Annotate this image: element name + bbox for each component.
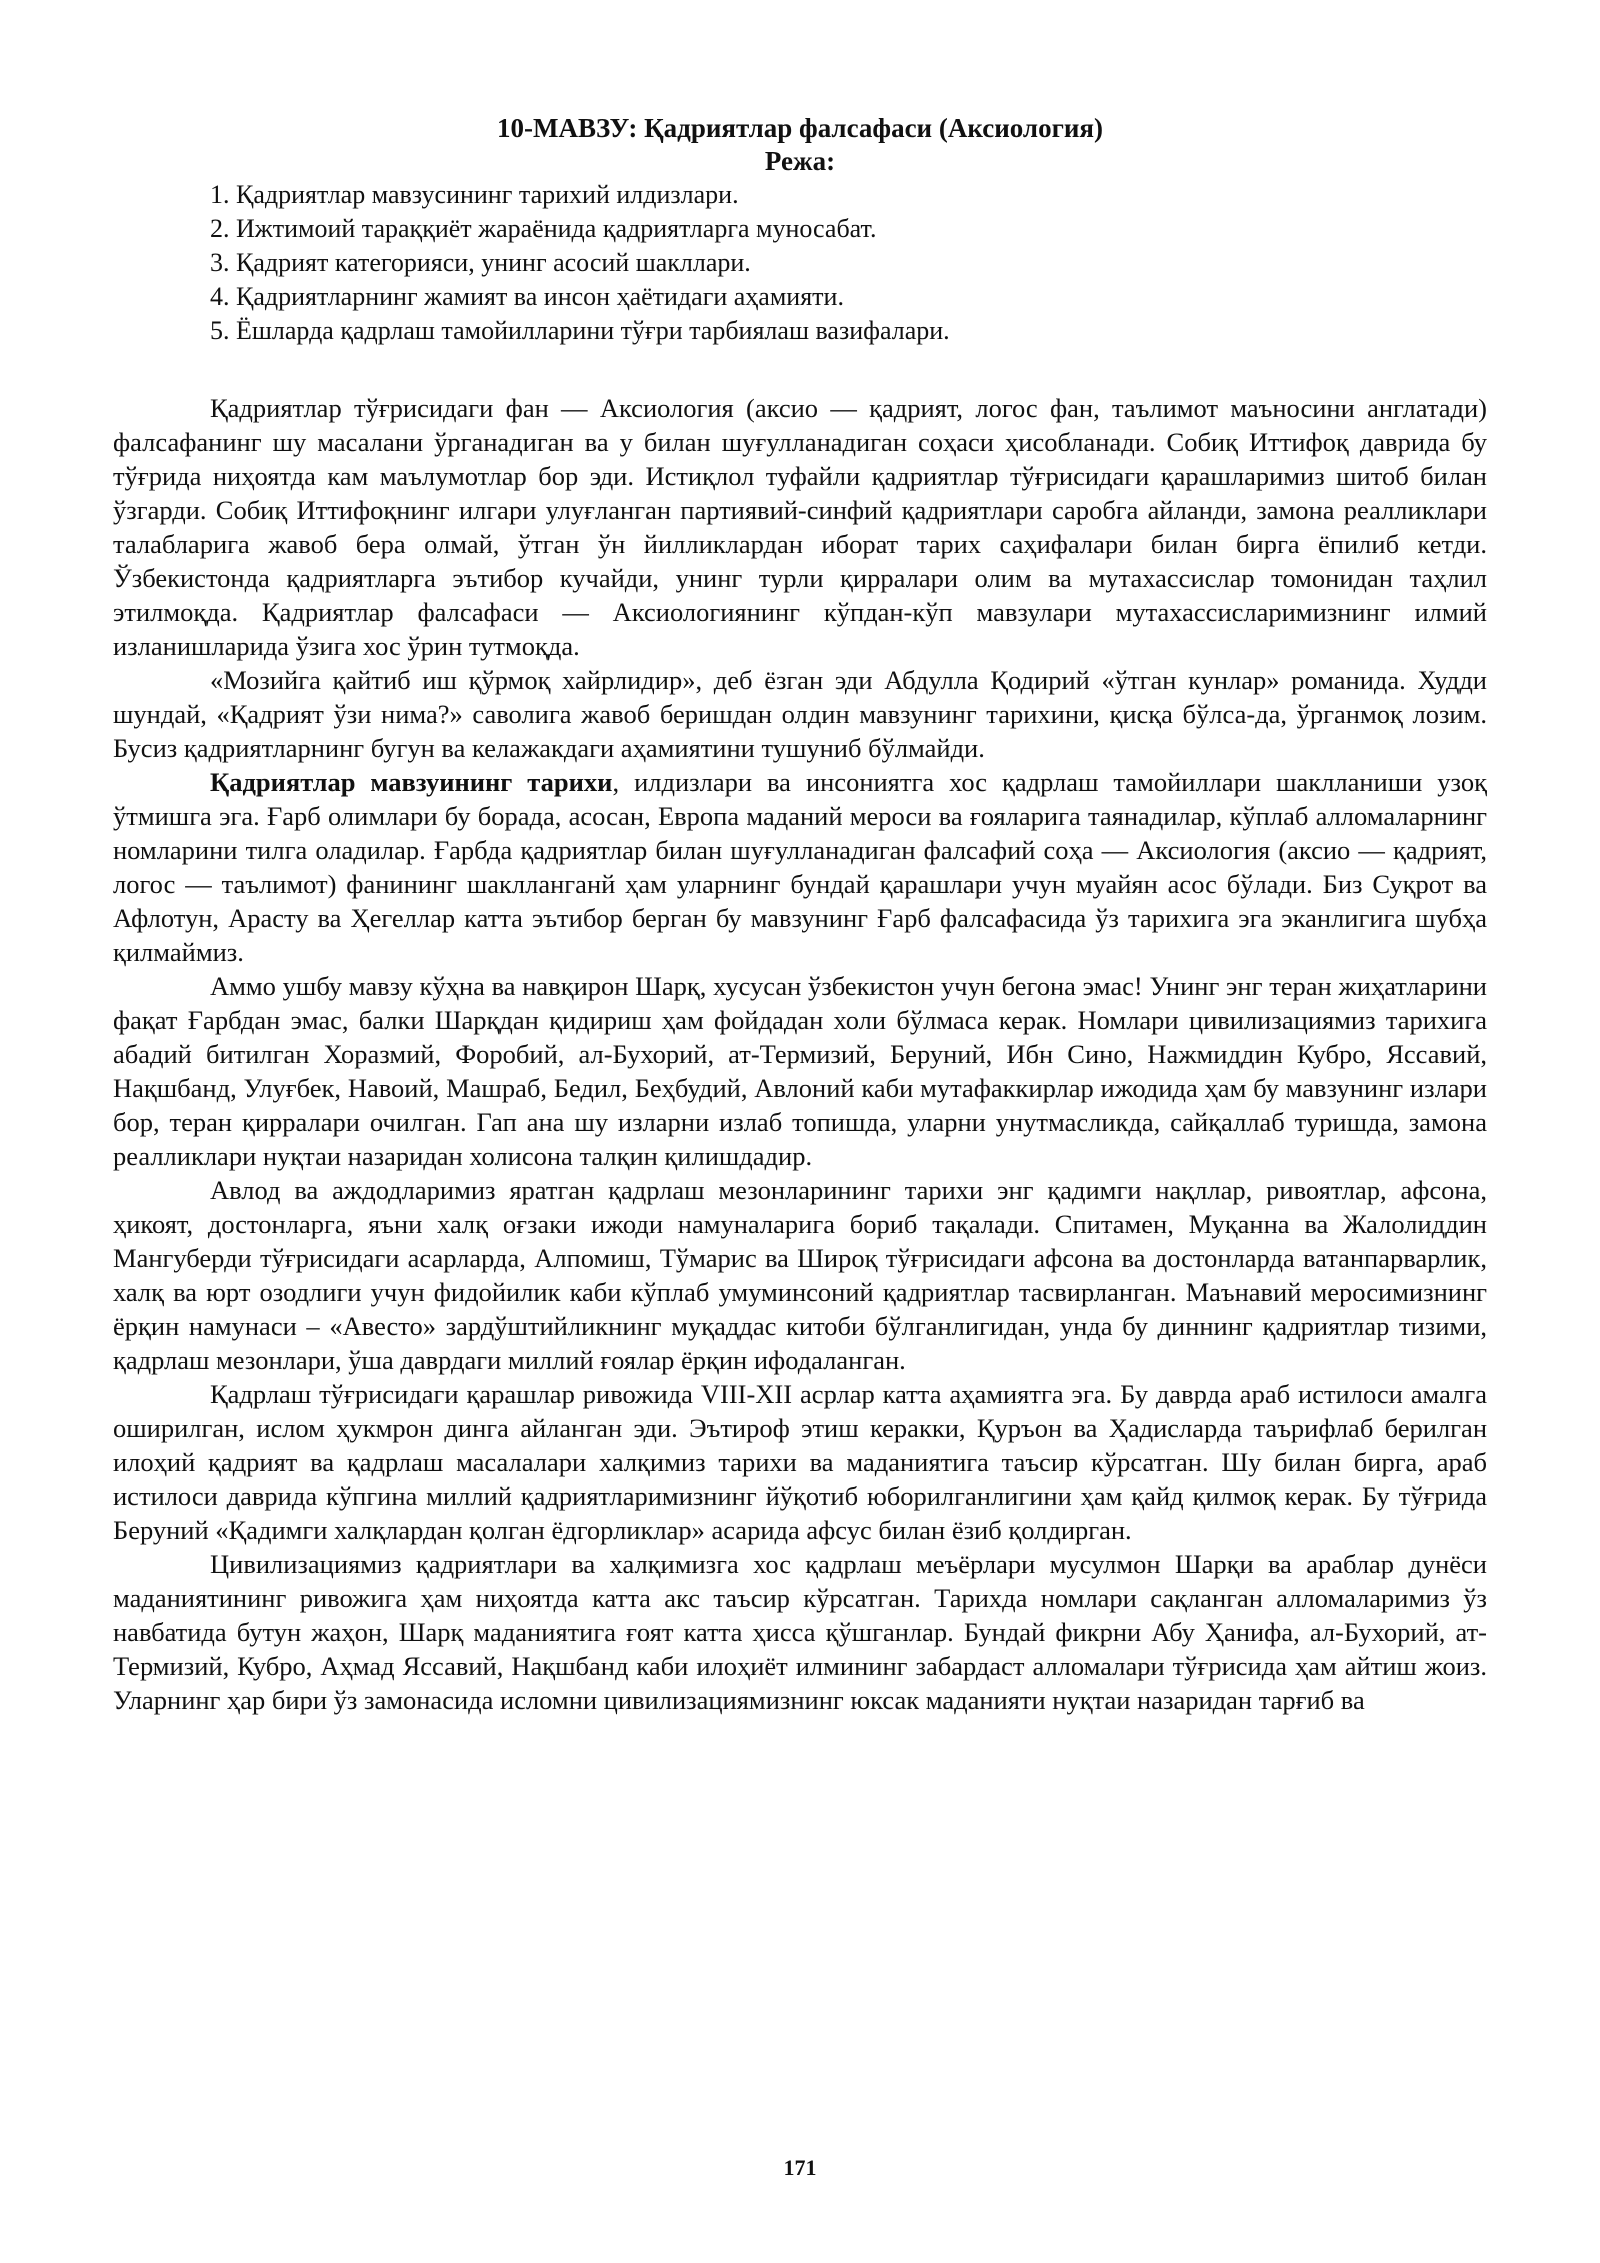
paragraph-text: Цивилизациямиз қадриятлари ва халқимизга хос қадрлаш меъёрлари мусулмон Шарқи ва араблар дунёси маданиятининг ривожига ҳам ниҳоятда катта акс таъсир кўрсатган. Тарихда номлари сақланган алломаларимиз ўз навбатида бутун жаҳон, Шарқ маданиятига ғоят катта ҳисса қўшганлар. Бундай фикрни Абу Ҳанифа, ал-Бухорий, ат-Термизий, Кубро, Аҳмад Яссавий, Нақшбанд каби илоҳиёт илмининг забардаст алломалари тўғрисида ҳам айтиш жоиз. Уларнинг ҳар бири ўз замонасида исломни цивилизациямизнинг юксак маданияти нуқтаи назаридан тарғиб ва	[113, 1549, 1487, 1715]
paragraph	[113, 765, 1487, 969]
plan-item: 1. Қадриятлар мавзусининг тарихий илдизлари.	[210, 180, 739, 209]
page-title: 10-МАВЗУ: Қадриятлар фалсафаси (Аксиология)	[497, 113, 1103, 143]
plan-item: 5. Ёшларда қадрлаш тамойилларини тўғри тарбиялаш вазифалари.	[210, 316, 950, 345]
paragraph-text: «Мозийга қайтиб иш қўрмоқ хайрлидир», деб ёзган эди Абдулла Қодирий «ўтган кунлар» романида. Худди шундай, «Қадрият ўзи нима?» саволига жавоб беришдан олдин мавзунинг тарихини, қисқа бўлса-да, ўрганмоқ лозим. Бусиз қадриятларнинг бугун ва келажакдаги аҳамиятини тушуниб бўлмайди.	[113, 665, 1487, 763]
plan-item: 4. Қадриятларнинг жамият ва инсон ҳаётидаги аҳамияти.	[210, 282, 844, 311]
paragraph	[113, 663, 1487, 765]
body-text	[113, 391, 1487, 1717]
paragraph	[113, 1547, 1487, 1717]
plan-item: 3. Қадрият категорияси, унинг асосий шакллари.	[210, 248, 751, 277]
paragraph	[113, 1173, 1487, 1377]
paragraph-lead: Қадриятлар мавзуининг тарихи	[210, 767, 613, 797]
plan-heading: Режа:	[764, 146, 836, 176]
paragraph-text: Авлод ва аждодларимиз яратган қадрлаш мезонларининг тарихи энг қадимги нақллар, ривоятлар, афсона, ҳикоят, достонларга, яъни халқ оғзаки ижоди намуналарига бориб тақалади. Спитамен, Муқанна ва Жалолиддин Мангуберди тўғрисидаги асарларда, Алпомиш, Тўмарис ва Широқ тўғрисидаги афсона ва достонларда ватанпарварлик, халқ ва юрт озодлиги учун фидойилик каби кўплаб умуминсоний қадриятлар тасвирланган. Маънавий меросимизнинг ёрқин намунаси – «Авесто» зардўштийликнинг муқаддас китоби бўлганлигидан, унда бу диннинг қадриятлар тизими, қадрлаш мезонлари, ўша даврдаги миллий ғоялар ёрқин ифодаланган.	[113, 1175, 1487, 1375]
plan-list	[113, 178, 1487, 348]
paragraph-text: , илдизлари ва инсониятга хос қадрлаш тамойиллари шаклланиши узоқ ўтмишга эга. Ғарб олимлари бу борада, асосан, Европа маданий мероси ва ғояларига таянадилар, кўплаб алломаларнинг номларини тилга оладилар. Ғарбда қадриятлар билан шуғулланадиган фалсафий соҳа — Аксиология (аксио — қадрият, логос — таълимот) фанининг шаклланганй ҳам уларнинг бундай қарашлари учун муайян асос бўлади. Биз Суқрот ва Афлотун, Арасту ва Ҳегеллар катта эътибор берган бу мавзунинг Ғарб фалсафасида ўз тарихига эга эканлигига шубҳа қилмаймиз.	[113, 767, 1487, 967]
plan-item: 2. Ижтимоий тараққиёт жараёнида қадриятларга муносабат.	[210, 214, 877, 243]
paragraph	[113, 969, 1487, 1173]
paragraph-text: Аммо ушбу мавзу кўҳна ва навқирон Шарқ, хусусан ўзбекистон учун бегона эмас! Унинг энг теран жиҳатларини фақат Ғарбдан эмас, балки Шарқдан қидириш ҳам фойдадан холи бўлмаса керак. Номлари цивилизациямиз тарихига абадий битилган Хоразмий, Форобий, ал-Бухорий, ат-Термизий, Беруний, Ибн Сино, Нажмиддин Кубро, Яссавий, Нақшбанд, Улуғбек, Навоий, Машраб, Бедил, Беҳбудий, Авлоний каби мутафаккирлар ижодида ҳам бу мавзунинг излари бор, теран қирралари очилган. Гап ана шу изларни излаб топишда, уларни унутмасликда, сайқаллаб туришда, замона реалликлари нуқтаи назаридан холисона талқин қилишдадир.	[113, 971, 1487, 1171]
paragraph-text: Қадриятлар тўғрисидаги фан — Аксиология (аксио — қадрият, логос фан, таълимот маъносини англатади) фалсафанинг шу масалани ўрганадиган ва у билан шуғулланадиган соҳаси ҳисобланади. Собиқ Иттифоқ даврида бу тўғрида ниҳоятда кам маълумотлар бор эди. Истиқлол туфайли қадриятлар тўғрисидаги қарашларимиз шитоб билан ўзгарди. Собиқ Иттифоқнинг илгари улуғланган партиявий-синфий қадриятлари саробга айланди, замона реалликлари талабларига жавоб бера олмай, ўтган ўн йилликлардан иборат тарих саҳифалари билан бирга ёпилиб кетди. Ўзбекистонда қадриятларга эътибор кучайди, унинг турли қирралари олим ва мутахассислар томонидан таҳлил этилмоқда. Қадриятлар фалсафаси — Аксиологиянинг кўпдан-кўп мавзулари мутахассисларимизнинг илмий изланишларида ўзига хос ўрин тутмоқда.	[113, 393, 1487, 661]
paragraph	[113, 1377, 1487, 1547]
page-number: 171	[783, 2155, 817, 2180]
paragraph	[113, 391, 1487, 663]
paragraph-text: Қадрлаш тўғрисидаги қарашлар ривожида VIII-XII асрлар катта аҳамиятга эга. Бу даврда араб истилоси амалга оширилган, ислом ҳукмрон динга айланган эди. Эътироф этиш керакки, Қуръон ва Ҳадисларда таърифлаб берилган илоҳий қадрият ва қадрлаш масалалари халқимиз тарихи ва маданиятига таъсир кўрсатган. Шу билан бирга, араб истилоси даврида кўпгина миллий қадриятларимизнинг йўқотиб юборилганлигини ҳам қайд қилмоқ керак. Бу тўғрида Беруний «Қадимги халқлардан қолган ёдгорликлар» асарида афсус билан ёзиб қолдирган.	[113, 1379, 1487, 1545]
